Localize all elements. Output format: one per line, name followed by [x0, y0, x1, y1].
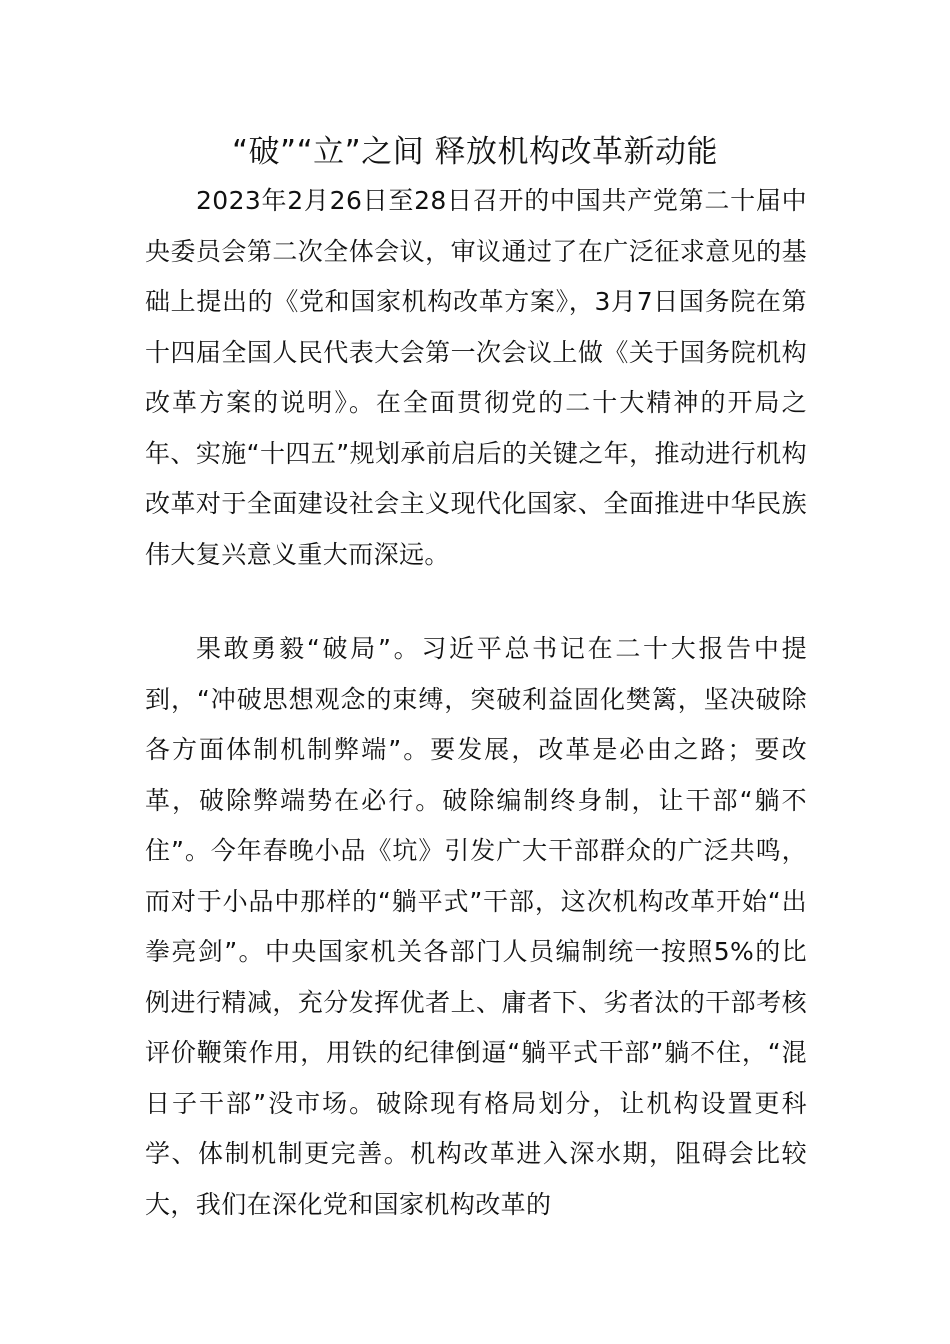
paragraph-intro: 2023年2月26日至28日召开的中国共产党第二十届中央委员会第二次全体会议，审议通过了在广泛征求意见的基础上提出的《党和国家机构改革方案》，3月7日国务院在第十四届全国人民代表大会第一次会议上做《关于国务院机构改革方案的说明》。在全面贯彻党的二十大精神的开局之年、实施“十四五”规划承前启后的关键之年，推动进行机构改革对于全面建设社会主义现代化国家、全面推进中华民族伟大复兴意义重大而深远。: [145, 186, 807, 569]
document-title: “破”“立”之间 释放机构改革新动能: [231, 134, 719, 170]
paragraph-breaking-through: 果敢勇毅“破局”。习近平总书记在二十大报告中提到，“冲破思想观念的束缚，突破利益固化樊篱，坚决破除各方面体制机制弊端”。要发展，改革是必由之路；要改革，破除弊端势在必行。破除编制终身制，让干部“躺不住”。今年春晚小品《坑》引发广大干部群众的广泛共鸣，而对于小品中那样的“躺平式”干部，这次机构改革开始“出拳亮剑”。中央国家机关各部门人员编制统一按照5%的比例进行精减，充分发挥优者上、庸者下、劣者汰的干部考核评价鞭策作用，用铁的纪律倒逼“躺平式干部”躺不住，“混日子干部”没市场。破除现有格局划分，让机构设置更科学、体制机制更完善。机构改革进入深水期，阻碍会比较大，我们在深化党和国家机构改革的: [145, 634, 807, 1219]
